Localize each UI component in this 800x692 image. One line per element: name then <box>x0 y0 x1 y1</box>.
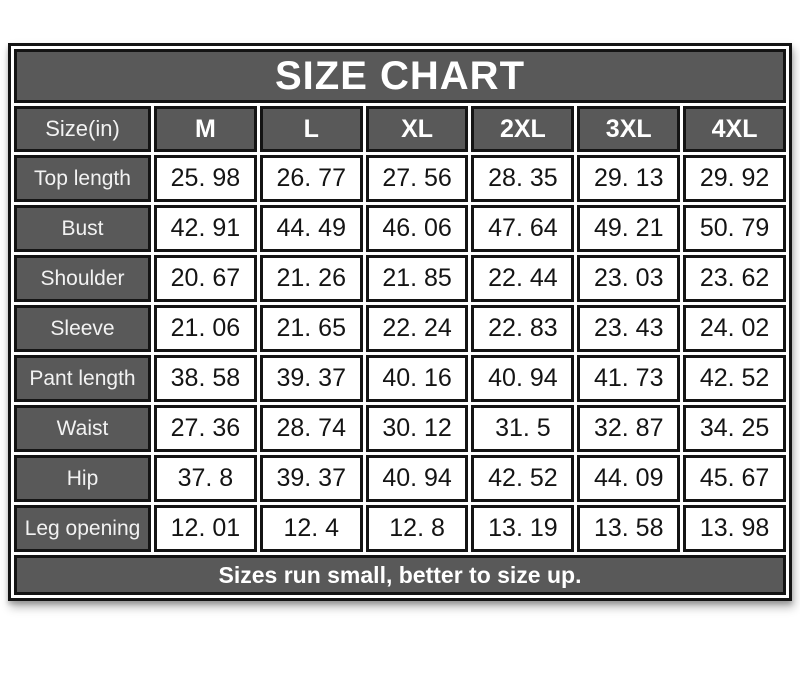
size-value-cell: 42. 52 <box>683 355 786 402</box>
column-header-m: M <box>154 106 257 152</box>
row-label: Leg opening <box>14 505 151 552</box>
size-value-cell: 41. 73 <box>577 355 680 402</box>
size-value-cell: 30. 12 <box>366 405 469 452</box>
size-value-cell: 23. 43 <box>577 305 680 352</box>
column-header-l: L <box>260 106 363 152</box>
size-note: Sizes run small, better to size up. <box>14 555 786 595</box>
chart-title: SIZE CHART <box>14 49 786 103</box>
size-value-cell: 40. 94 <box>471 355 574 402</box>
table-row <box>14 205 786 252</box>
row-label: Pant length <box>14 355 151 402</box>
size-value-cell: 22. 24 <box>366 305 469 352</box>
row-label: Shoulder <box>14 255 151 302</box>
size-value-cell: 32. 87 <box>577 405 680 452</box>
size-value-cell: 13. 19 <box>471 505 574 552</box>
footer-row <box>14 555 786 595</box>
table-row <box>14 255 786 302</box>
table-row <box>14 355 786 402</box>
size-value-cell: 21. 06 <box>154 305 257 352</box>
column-header-4xl: 4XL <box>683 106 786 152</box>
size-value-cell: 25. 98 <box>154 155 257 202</box>
size-value-cell: 24. 02 <box>683 305 786 352</box>
size-value-cell: 21. 26 <box>260 255 363 302</box>
size-chart-table <box>8 43 792 601</box>
size-value-cell: 26. 77 <box>260 155 363 202</box>
size-value-cell: 27. 36 <box>154 405 257 452</box>
table-row <box>14 155 786 202</box>
size-value-cell: 22. 83 <box>471 305 574 352</box>
column-header-2xl: 2XL <box>471 106 574 152</box>
size-value-cell: 21. 85 <box>366 255 469 302</box>
column-header-xl: XL <box>366 106 469 152</box>
size-value-cell: 29. 92 <box>683 155 786 202</box>
size-value-cell: 38. 58 <box>154 355 257 402</box>
title-row <box>14 49 786 103</box>
size-value-cell: 46. 06 <box>366 205 469 252</box>
row-label: Top length <box>14 155 151 202</box>
size-table-body <box>14 155 786 552</box>
table-row <box>14 455 786 502</box>
column-header-3xl: 3XL <box>577 106 680 152</box>
size-value-cell: 12. 4 <box>260 505 363 552</box>
size-value-cell: 12. 8 <box>366 505 469 552</box>
row-label: Bust <box>14 205 151 252</box>
size-value-cell: 13. 58 <box>577 505 680 552</box>
size-value-cell: 45. 67 <box>683 455 786 502</box>
size-value-cell: 49. 21 <box>577 205 680 252</box>
row-label: Waist <box>14 405 151 452</box>
row-label: Hip <box>14 455 151 502</box>
size-value-cell: 44. 49 <box>260 205 363 252</box>
size-value-cell: 42. 52 <box>471 455 574 502</box>
size-value-cell: 21. 65 <box>260 305 363 352</box>
size-value-cell: 40. 16 <box>366 355 469 402</box>
size-value-cell: 20. 67 <box>154 255 257 302</box>
size-value-cell: 34. 25 <box>683 405 786 452</box>
size-value-cell: 27. 56 <box>366 155 469 202</box>
size-value-cell: 23. 62 <box>683 255 786 302</box>
size-value-cell: 44. 09 <box>577 455 680 502</box>
size-value-cell: 28. 35 <box>471 155 574 202</box>
table-row <box>14 505 786 552</box>
size-value-cell: 39. 37 <box>260 355 363 402</box>
size-value-cell: 28. 74 <box>260 405 363 452</box>
table-row <box>14 305 786 352</box>
size-value-cell: 31. 5 <box>471 405 574 452</box>
size-value-cell: 12. 01 <box>154 505 257 552</box>
size-value-cell: 50. 79 <box>683 205 786 252</box>
size-value-cell: 37. 8 <box>154 455 257 502</box>
size-value-cell: 22. 44 <box>471 255 574 302</box>
size-value-cell: 23. 03 <box>577 255 680 302</box>
table-row <box>14 405 786 452</box>
size-value-cell: 40. 94 <box>366 455 469 502</box>
size-value-cell: 39. 37 <box>260 455 363 502</box>
unit-header-cell: Size(in) <box>14 106 151 152</box>
header-row <box>14 106 786 152</box>
row-label: Sleeve <box>14 305 151 352</box>
size-value-cell: 13. 98 <box>683 505 786 552</box>
size-value-cell: 42. 91 <box>154 205 257 252</box>
size-value-cell: 47. 64 <box>471 205 574 252</box>
size-value-cell: 29. 13 <box>577 155 680 202</box>
